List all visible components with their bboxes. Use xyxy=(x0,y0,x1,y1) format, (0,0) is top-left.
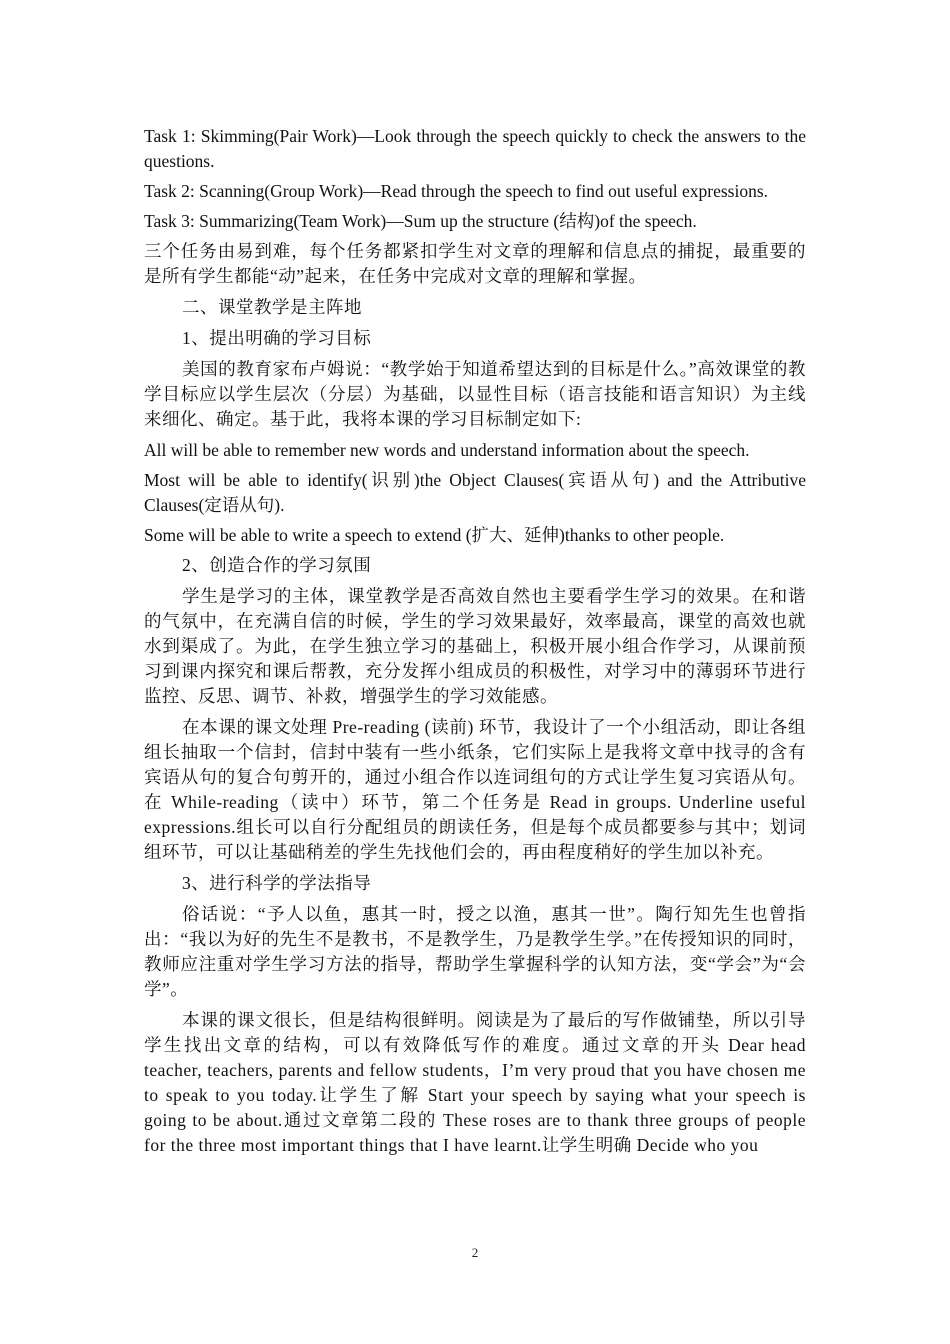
paragraph-prereading-paragraph: 在本课的课文处理 Pre-reading (读前) 环节，我设计了一个小组活动，即让各组组长抽取一个信封，信封中装有一些小纸条，它们实际上是我将文章中找寻的含有宾语从句的复合句剪开的，通过小组合作以连词组句的方式让学生复习宾语从句。在 While-reading（读中）环节，第二个任务是 Read in groups. Underline useful expressions.组长可以自行分配组员的朗读任务，但是每个成员都要参与其中；划词组环节，可以让基础稍差的学生先找他们会的，再由程度稍好的学生加以补充。 xyxy=(144,717,806,862)
paragraph-proverb-paragraph: 俗话说：“予人以鱼，惠其一时，授之以渔，惠其一世”。陶行知先生也曾指出：“我以为好的先生不是教书，不是教学生，乃是教学生学。”在传授知识的同时，教师应注重对学生学习方法的指导，帮助学生掌握科学的认知方法，变“学会”为“会学”。 xyxy=(144,904,806,999)
document-body xyxy=(144,124,806,1164)
paragraph-bloom-quote: 美国的教育家布卢姆说：“教学始于知道希望达到的目标是什么。”高效课堂的教学目标应以学生层次（分层）为基础，以显性目标（语言技能和语言知识）为主线来细化、确定。基于此，我将本课的学习目标制定如下: xyxy=(144,359,806,429)
paragraph-item-3-heading: 3、进行科学的学法指导 xyxy=(182,873,372,893)
paragraph-task3: Task 3: Summarizing(Team Work)—Sum up the structure (结构)of the speech. xyxy=(144,211,697,231)
paragraph-cooperation-paragraph: 学生是学习的主体，课堂教学是否高效自然也主要看学生学习的效果。在和谐的气氛中，在充满自信的时候，学生的学习效果最好，效率最高，课堂的高效也就水到渠成了。为此，在学生独立学习的基础上，积极开展小组合作学习，从课前预习到课内探究和课后帮教，充分发挥小组成员的积极性，对学习中的薄弱环节进行监控、反思、调节、补救，增强学生的学习效能感。 xyxy=(144,586,806,706)
paragraph-item-2-heading: 2、创造合作的学习氛围 xyxy=(182,555,372,575)
page-number: 2 xyxy=(471,1245,479,1260)
paragraph-task1: Task 1: Skimming(Pair Work)—Look through the speech quickly to check the answers to the questions. xyxy=(144,126,806,171)
paragraph-task2: Task 2: Scanning(Group Work)—Read through the speech to find out useful expressions. xyxy=(144,181,769,201)
paragraph-goal-some: Some will be able to write a speech to extend (扩大、延伸)thanks to other people. xyxy=(144,525,725,545)
paragraph-goal-all: All will be able to remember new words and understand information about the speech. xyxy=(144,440,750,460)
paragraph-section-2-heading: 二、课堂教学是主阵地 xyxy=(182,297,362,317)
paragraph-structure-paragraph: 本课的课文很长，但是结构很鲜明。阅读是为了最后的写作做铺垫，所以引导学生找出文章的结构，可以有效降低写作的难度。通过文章的开头 Dear head teacher, teachers, parents and fellow students，I’m very proud that you have chosen me to speak to you today.让学生了解 Start your speech by saying what your speech is going to be about.通过文章第二段的 These roses are to thank three groups of people for the three most important things that I have learnt.让学生明确 Decide who you xyxy=(144,1010,806,1155)
paragraph-item-1-heading: 1、提出明确的学习目标 xyxy=(182,328,372,348)
paragraph-goal-most: Most will be able to identify(识别)the Object Clauses(宾语从句) and the Attributive Clauses(定语从句). xyxy=(144,470,806,515)
paragraph-tasks-summary: 三个任务由易到难，每个任务都紧扣学生对文章的理解和信息点的捕捉，最重要的是所有学生都能“动”起来，在任务中完成对文章的理解和掌握。 xyxy=(144,241,806,286)
